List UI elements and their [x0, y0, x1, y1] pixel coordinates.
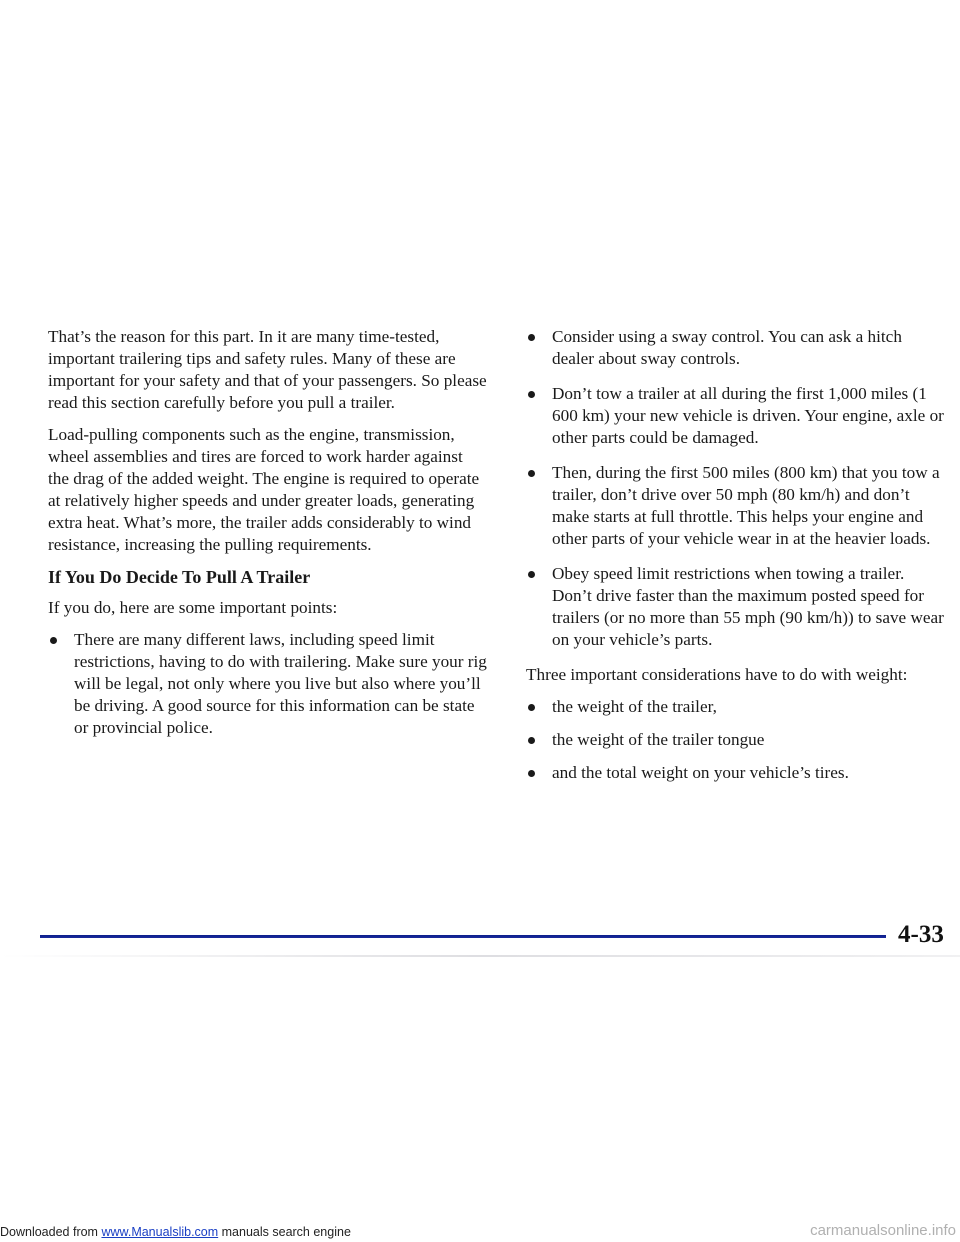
bullet-icon — [528, 391, 535, 398]
list-item-text: the weight of the trailer, — [552, 697, 717, 716]
left-bullet-list — [48, 629, 488, 739]
watermark: carmanualsonline.info — [810, 1222, 956, 1239]
list-item — [48, 629, 488, 739]
bullet-icon — [528, 470, 535, 477]
top-blank-area — [0, 0, 960, 300]
intro-paragraph: That’s the reason for this part. In it are many time-tested, important trailering tips and safety rules. Many of these are important for your safety and that of your passengers. So please read this section carefully before you pull a trailer. — [48, 327, 487, 412]
weight-intro: Three important considerations have to do with weight: — [526, 665, 908, 684]
bullet-icon — [528, 704, 535, 711]
bullet-icon — [50, 637, 57, 644]
list-item — [526, 383, 946, 449]
section-heading: If You Do Decide To Pull A Trailer — [48, 567, 311, 587]
bullet-icon — [528, 770, 535, 777]
list-item — [526, 563, 946, 651]
important-points-intro: If you do, here are some important points: — [48, 598, 338, 617]
list-item — [526, 326, 946, 370]
manualslib-link[interactable]: www.Manualslib.com — [101, 1225, 219, 1239]
list-item-text: Don’t tow a trailer at all during the first 1,000 miles (1 600 km) your new vehicle is driven. Your engine, axle or other parts could be damaged. — [552, 384, 944, 447]
download-footer — [0, 1224, 351, 1240]
list-item-text: the weight of the trailer tongue — [552, 730, 765, 749]
scan-line-divider — [0, 955, 960, 957]
load-pulling-paragraph: Load-pulling components such as the engine, transmission, wheel assemblies and tires are forced to work harder against the drag of the added weight. The engine is required to operate at relatively higher speeds and under greater loads, generating extra heat. What’s more, the trailer adds considerably to wind resistance, increasing the pulling requirements. — [48, 425, 480, 554]
list-item-text: There are many different laws, including speed limit restrictions, having to do with trailering. Make sure your rig will be legal, not only where you live but also where you’ll be driving. A good source for this information can be state or provincial police. — [74, 630, 487, 737]
bullet-icon — [528, 334, 535, 341]
weight-bullet-list — [526, 696, 946, 784]
list-item-text: Consider using a sway control. You can ask a hitch dealer about sway controls. — [552, 327, 902, 368]
list-item — [526, 729, 946, 751]
page-number: 4-33 — [898, 921, 944, 948]
page-rule — [40, 935, 886, 938]
list-item-text: Obey speed limit restrictions when towing a trailer. Don’t drive faster than the maximum posted speed for trailers (or no more than 55 mph (90 km/h)) to save wear on your vehicle’s parts. — [552, 564, 944, 649]
list-item — [526, 462, 946, 550]
list-item — [526, 696, 946, 718]
footer-prefix: Downloaded from — [0, 1225, 102, 1239]
bullet-icon — [528, 571, 535, 578]
left-column — [48, 326, 488, 752]
right-column — [526, 326, 946, 795]
bullet-icon — [528, 737, 535, 744]
list-item — [526, 762, 946, 784]
list-item-text: Then, during the first 500 miles (800 km) that you tow a trailer, don’t drive over 50 mph (80 km/h) and don’t make starts at full throttle. This helps your engine and other parts of your vehicle wear in at the heavier loads. — [552, 463, 940, 548]
right-bullet-list — [526, 326, 946, 651]
list-item-text: and the total weight on your vehicle’s tires. — [552, 763, 849, 782]
footer-suffix: manuals search engine — [218, 1225, 351, 1239]
